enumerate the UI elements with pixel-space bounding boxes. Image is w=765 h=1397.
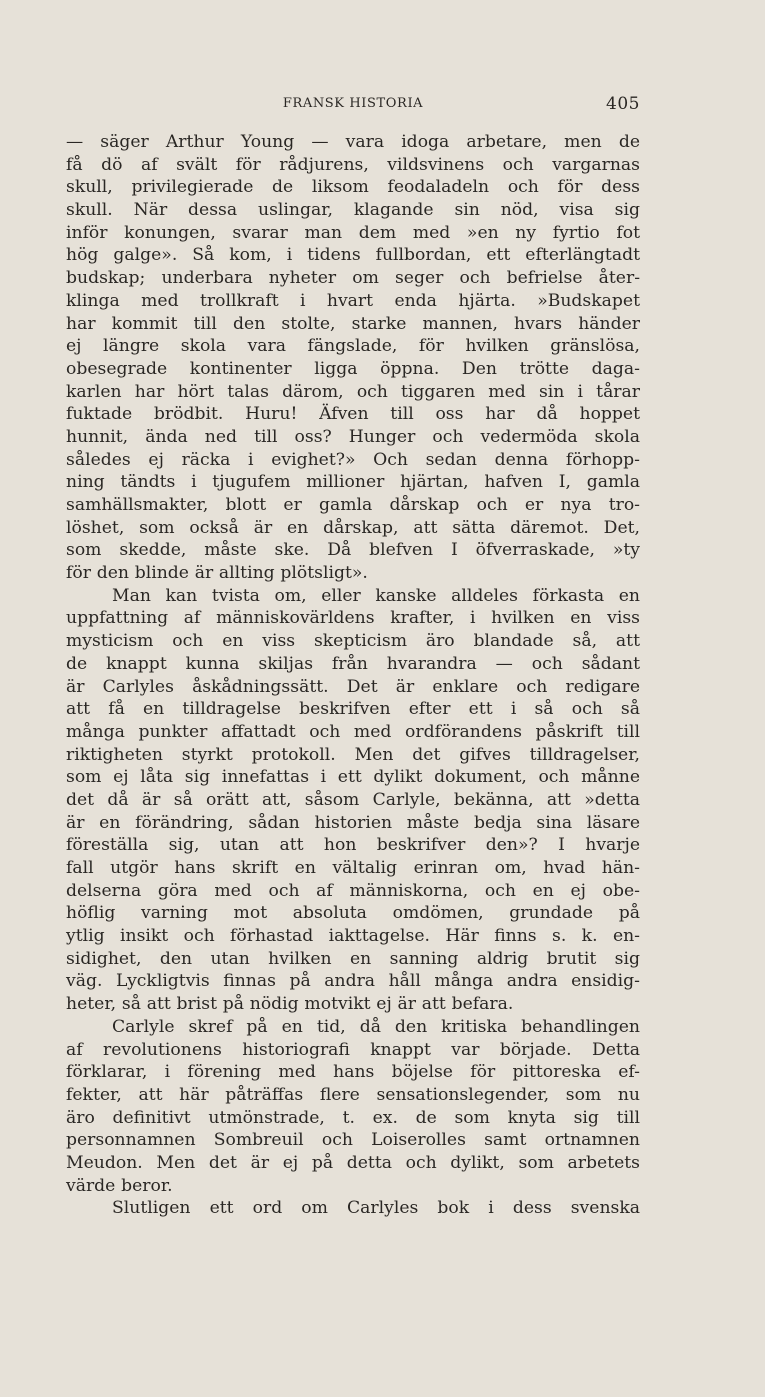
- text-line: skull. När dessa uslingar, klagande sin nöd, visa sig: [66, 200, 640, 221]
- text-line: samhällsmakter, blott er gamla dårskap och er nya tro-: [66, 495, 640, 515]
- text-line: budskap; underbara nyheter om seger och befrielse åter-: [66, 268, 640, 289]
- running-head: [66, 92, 640, 116]
- text-line: sidighet, den utan hvilken en sanning aldrig brutit sig: [66, 948, 640, 969]
- text-line: som skedde, måste ske. Då blefven I öfverraskade, »ty: [66, 540, 640, 561]
- text-line: hunnit, ända ned till oss? Hunger och vedermöda skola: [66, 426, 640, 447]
- text-line: klinga med trollkraft i hvart enda hjärta. »Budskapet: [66, 290, 640, 311]
- text-line: äro definitivt utmönstrade, t. ex. de som knyta sig till: [66, 1107, 640, 1128]
- text-line: uppfattning af människovärldens krafter, i hvilken en viss: [66, 608, 640, 629]
- text-line: hög galge». Så kom, i tidens fullbordan, ett efterlängtadt: [66, 245, 640, 266]
- text-line: af revolutionens historiografi knappt var började. Detta: [66, 1039, 640, 1060]
- running-head-title: FRANSK HISTORIA: [282, 96, 424, 111]
- text-line: personnamnen Sombreuil och Loiserolles samt ortnamnen: [66, 1130, 640, 1151]
- text-line: fall utgör hans skrift en vältalig erinran om, hvad hän-: [66, 858, 640, 878]
- page-number: 405: [606, 94, 640, 114]
- text-line: mysticism och en viss skepticism äro blandade så, att: [66, 631, 640, 652]
- text-line: riktigheten styrkt protokoll. Men det gifves tilldragelser,: [66, 744, 640, 765]
- paragraph-start-line: Carlyle skref på en tid, då den kritiska behandlingen: [112, 1016, 640, 1037]
- text-line: fuktade brödbit. Huru! Äfven till oss har då hoppet: [66, 404, 640, 425]
- text-line: delserna göra med och af människorna, och en ej obe-: [66, 880, 640, 901]
- text-line: löshet, som också är en dårskap, att sätta däremot. Det,: [66, 517, 640, 538]
- text-line: föreställa sig, utan att hon beskrifver den»? I hvarje: [66, 835, 640, 856]
- text-line: således ej räcka i evighet?» Och sedan denna förhopp-: [66, 449, 640, 470]
- text-line: obesegrade kontinenter ligga öppna. Den trötte daga-: [66, 358, 640, 379]
- text-line: fekter, att här påträffas flere sensationslegender, som nu: [66, 1084, 640, 1105]
- text-line: många punkter affattadt och med ordförandens påskrift till: [66, 721, 640, 742]
- text-line: inför konungen, svarar man dem med »en ny fyrtio fot: [66, 222, 640, 243]
- text-line: ytlig insikt och förhastad iakttagelse. Här finns s. k. en-: [66, 926, 640, 947]
- text-line: som ej låta sig innefattas i ett dylikt dokument, och månne: [66, 767, 640, 788]
- text-line: höflig varning mot absoluta omdömen, grundade på: [66, 903, 640, 924]
- paragraph-start-line: Man kan tvista om, eller kanske alldeles förkasta en: [112, 585, 640, 606]
- text-line: är en förändring, sådan historien måste bedja sina läsare: [66, 812, 640, 833]
- text-line: väg. Lyckligtvis finnas på andra håll många andra ensidig-: [66, 971, 640, 992]
- text-line: har kommit till den stolte, starke mannen, hvars händer: [66, 313, 640, 334]
- text-line: få dö af svält för rådjurens, vildsvinens och vargarnas: [66, 154, 640, 175]
- paragraph-end-line: för den blinde är allting plötsligt».: [66, 563, 368, 584]
- text-line: ning tändts i tjugufem millioner hjärtan, hafven I, gamla: [66, 472, 640, 493]
- paragraph-start-line: Slutligen ett ord om Carlyles bok i dess svenska: [112, 1198, 640, 1219]
- text-line: är Carlyles åskådningssätt. Det är enklare och redigare: [66, 676, 640, 697]
- body-text: [66, 131, 640, 1220]
- text-line: förklarar, i förening med hans böjelse för pittoreska ef-: [66, 1062, 640, 1083]
- text-line: — säger Arthur Young — vara idoga arbetare, men de: [66, 132, 640, 152]
- text-line: skull, privilegierade de liksom feodaladeln och för dess: [66, 177, 640, 198]
- text-line: att få en tilldragelse beskrifven efter ett i så och så: [66, 699, 640, 720]
- text-line: de knappt kunna skiljas från hvarandra — och sådant: [66, 653, 640, 674]
- text-line: det då är så orätt att, såsom Carlyle, bekänna, att »detta: [66, 789, 640, 810]
- paragraph-end-line: värde beror.: [66, 1175, 173, 1196]
- text-line: ej längre skola vara fängslade, för hvilken gränslösa,: [66, 336, 640, 357]
- text-line: karlen har hört talas därom, och tiggaren med sin i tårar: [66, 381, 640, 402]
- text-line: Meudon. Men det är ej på detta och dylikt, som arbetets: [66, 1152, 640, 1173]
- paragraph-end-line: heter, så att brist på nödig motvikt ej är att befara.: [66, 994, 514, 1015]
